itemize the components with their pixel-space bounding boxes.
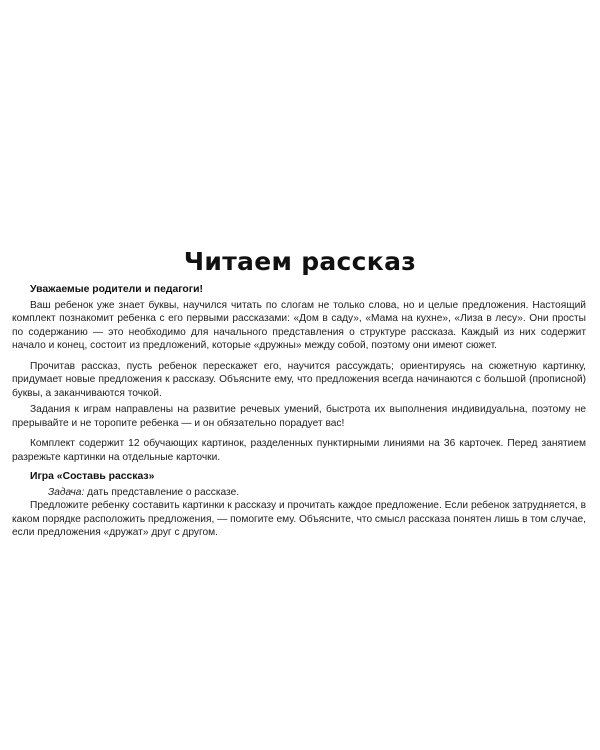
document-body bbox=[12, 283, 586, 540]
game-heading: Игра «Составь рассказ» bbox=[30, 471, 155, 482]
game-task bbox=[12, 486, 586, 500]
greeting-heading: Уважаемые родители и педагоги! bbox=[30, 284, 203, 295]
kit-contents-paragraph: Комплект содержит 12 обучающих картинок, разделенных пунктирными линиями на 36 карточек. Перед занятием разрежьте картинки на отдельные карточки. bbox=[12, 438, 586, 463]
task-text: дать представление о рассказе. bbox=[84, 486, 240, 498]
retelling-paragraph: Прочитав рассказ, пусть ребенок перескажет его, научится рассуждать; ориентируясь на сюжетную картинку, придумает новые предложения к рассказу. Объясните ему, что предложения всегда начинаются с большой (прописной) буквы, а заканчиваются точкой. bbox=[12, 360, 586, 399]
task-label: Задача: bbox=[48, 486, 85, 498]
tasks-paragraph: Задания к играм направлены на развитие речевых умений, быстрота их выполнения индивидуальна, поэтому не прерывайте и не торопите ребенка — и он обязательно порадует вас! bbox=[12, 404, 586, 429]
intro-paragraph: Ваш ребенок уже знает буквы, научился читать по слогам не только слова, но и целые предложения. Настоящий комплект познакомит ребенка с его первыми рассказами: «Дом в саду», «Мама на кухне», «Лиза в лесу». Они просты по содержанию — это необходимо для начального представления о структуре рассказа. Каждый из них содержит начало и конец, состоит из предложений, которые «дружны» между собой, поэтому они имеют сюжет. bbox=[12, 299, 586, 351]
page-title: Читаем рассказ bbox=[183, 247, 417, 276]
game-instruction-paragraph: Предложите ребенку составить картинки к рассказу и прочитать каждое предложение. Если ребенок затрудняется, в каком порядке расположить предложения, — помогите ему. Объясните, что смысл рассказа понятен лишь в том случае, если предложения «дружат» друг с другом. bbox=[12, 500, 586, 538]
